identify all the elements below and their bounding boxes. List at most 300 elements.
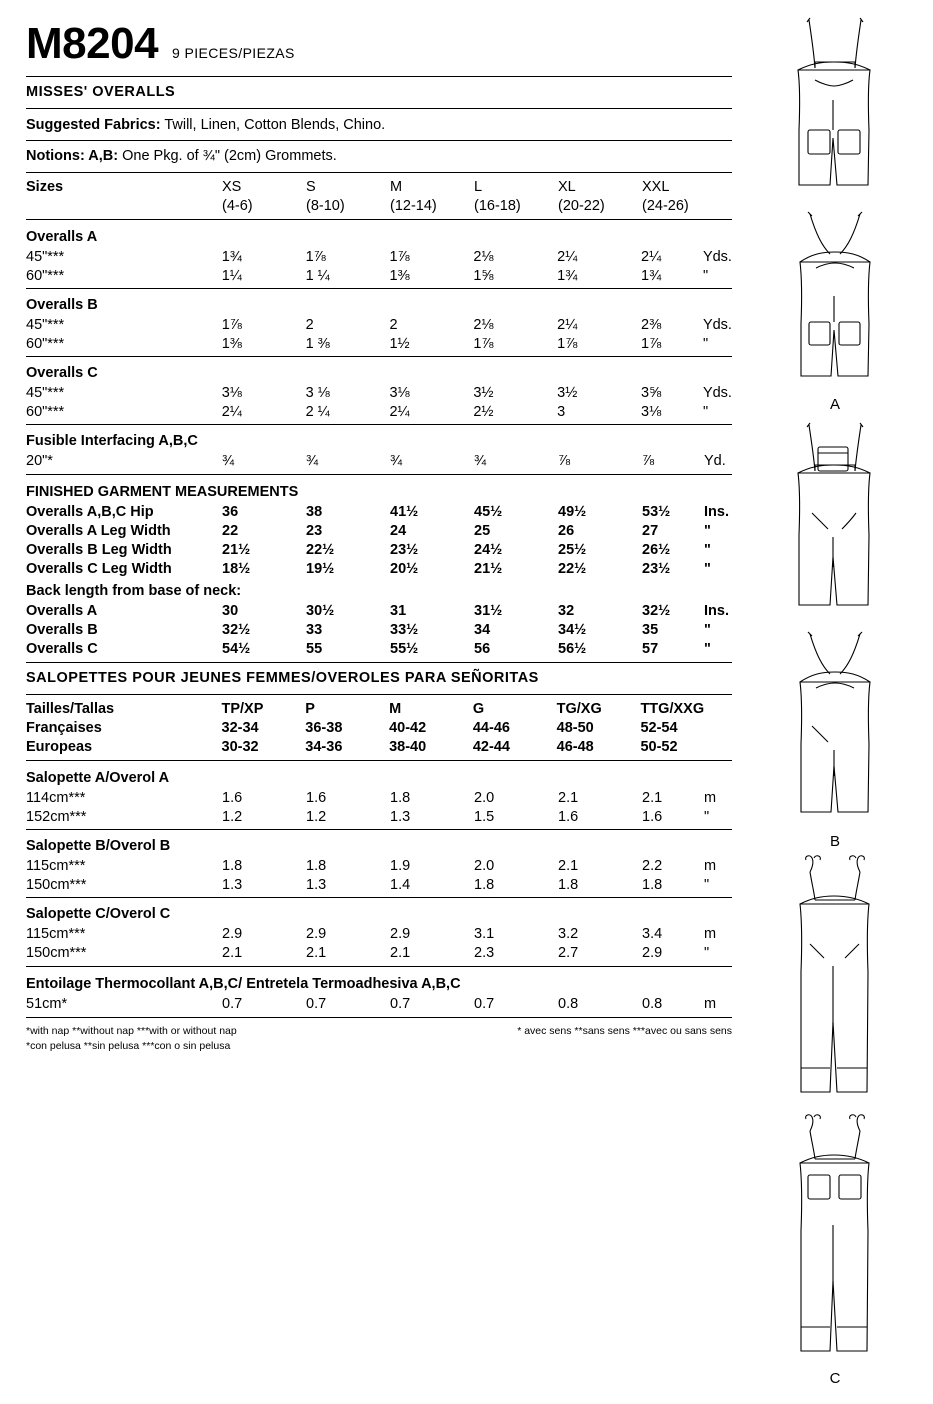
divider — [26, 219, 732, 220]
divider — [26, 1017, 732, 1018]
cell: 1.8 — [306, 857, 327, 874]
cell: 38 — [306, 503, 323, 520]
divider — [26, 662, 732, 663]
table-row — [26, 451, 732, 470]
cell: 2⅛ — [473, 316, 494, 333]
row-label: 115cm*** — [26, 857, 86, 874]
footnote-fr: * avec sens **sans sens ***avec ou sans sens — [517, 1025, 732, 1037]
cell: 25 — [474, 522, 491, 539]
footnotes-left — [26, 1024, 366, 1054]
cell: 2.7 — [558, 944, 579, 961]
cell: 1¼ — [221, 267, 242, 284]
overalls-b-front-drawing — [760, 417, 910, 622]
table-row — [26, 994, 732, 1013]
cell: 1⅜ — [221, 335, 242, 352]
divider — [26, 76, 732, 77]
cell: 3½ — [557, 384, 578, 401]
row-label: Overalls B Leg Width — [26, 541, 172, 558]
cell: 1.3 — [306, 876, 327, 893]
cell: 50-52 — [640, 738, 678, 755]
row-label: Overalls B — [26, 621, 98, 638]
row-label: Europeas — [26, 738, 93, 755]
cell: 1.8 — [474, 876, 495, 893]
cell: 36 — [222, 503, 239, 520]
group-title: Overalls A — [26, 229, 98, 245]
cell: 1.8 — [642, 876, 663, 893]
overalls-a-back-drawing — [760, 204, 910, 394]
yardage-table-english — [26, 177, 732, 215]
size-ttg-xxg: TTG/XXG — [640, 700, 705, 717]
divider — [26, 140, 732, 141]
size-xxl: XXL — [642, 178, 670, 195]
cell: 1.6 — [558, 808, 579, 825]
cell: 1.8 — [558, 876, 579, 893]
cell: 2.1 — [222, 944, 243, 961]
table-row-group-title — [26, 292, 732, 315]
unit: m — [704, 857, 717, 874]
cell: 2.1 — [390, 944, 411, 961]
table-row-group-title — [26, 971, 732, 994]
cell: 26 — [558, 522, 575, 539]
cell: 53½ — [642, 503, 671, 520]
table-row-group-title — [26, 428, 732, 451]
cell: 20½ — [390, 560, 419, 577]
cell: 2¼ — [389, 403, 410, 420]
overalls-c-back-drawing — [760, 1113, 910, 1368]
cell: 2 — [305, 316, 314, 333]
divider — [26, 760, 732, 761]
size-m: M — [389, 700, 402, 717]
cell: 2 ¼ — [305, 403, 330, 420]
cell: 2.0 — [474, 857, 495, 874]
table-row-group-title — [26, 833, 732, 856]
row-label: 60"*** — [26, 267, 65, 284]
unit-header — [704, 177, 732, 196]
overalls-b-back-drawing — [760, 626, 910, 831]
overalls-c-front-drawing — [760, 854, 910, 1109]
group-title: Fusible Interfacing A,B,C — [26, 433, 198, 449]
group-title: Overalls B — [26, 297, 98, 313]
cell: 1⅞ — [221, 316, 242, 333]
row-label: 152cm*** — [26, 808, 87, 825]
cell: 2.2 — [642, 857, 663, 874]
row-label: 150cm*** — [26, 944, 87, 961]
table-row — [26, 924, 732, 943]
cell: 34-36 — [305, 738, 343, 755]
size-range-xs: (4-6) — [222, 197, 253, 214]
group-title: Salopette B/Overol B — [26, 838, 171, 854]
cell: 0.7 — [474, 995, 495, 1012]
cell: 32 — [558, 602, 575, 619]
sizes-table-spanish — [26, 699, 732, 756]
cell: 3.4 — [642, 925, 663, 942]
yardage-group-salopette-c — [26, 901, 732, 962]
size-tg-xg: TG/XG — [556, 700, 602, 717]
cell: 56 — [474, 640, 491, 657]
row-label: Overalls A Leg Width — [26, 522, 171, 539]
cell: 3⅝ — [641, 384, 662, 401]
unit: " — [704, 621, 711, 638]
unit: " — [704, 640, 711, 657]
cell: 2¼ — [221, 403, 242, 420]
group-title: Overalls C — [26, 365, 98, 381]
table-row-subsection-title — [26, 578, 732, 601]
cell: ¾ — [222, 452, 235, 469]
cell: 24 — [390, 522, 407, 539]
notions — [26, 144, 732, 168]
cell: 3 ⅛ — [305, 384, 330, 401]
row-label: Overalls C Leg Width — [26, 560, 172, 577]
divider — [26, 172, 732, 173]
cell: 2¼ — [557, 316, 578, 333]
unit: " — [702, 403, 709, 420]
cell: 1½ — [389, 335, 410, 352]
illustration-label: A — [829, 396, 840, 413]
cell: 0.7 — [306, 995, 327, 1012]
cell: 42-44 — [472, 738, 510, 755]
size-range-m: (12-14) — [390, 197, 437, 214]
table-row-section-title — [26, 479, 732, 502]
cell: 35 — [642, 621, 659, 638]
cell: 2.9 — [222, 925, 243, 942]
row-label: 115cm*** — [26, 925, 86, 942]
unit: Yds. — [702, 384, 732, 401]
footnotes — [26, 1024, 732, 1054]
table-row — [26, 807, 732, 826]
size-l: L — [474, 178, 483, 195]
cell: 1⅞ — [389, 248, 410, 265]
cell: ¾ — [306, 452, 319, 469]
cell: 24½ — [474, 541, 503, 558]
cell: 32½ — [222, 621, 251, 638]
cell: 1.9 — [390, 857, 411, 874]
row-label: 60"*** — [26, 335, 65, 352]
group-title: Salopette A/Overol A — [26, 770, 170, 786]
unit: " — [704, 876, 710, 893]
cell: 1.8 — [222, 857, 243, 874]
row-label: 150cm*** — [26, 876, 87, 893]
cell: 19½ — [306, 560, 335, 577]
row-label: Overalls A,B,C Hip — [26, 503, 154, 520]
size-range-xl: (20-22) — [558, 197, 605, 214]
table-row-size-headers — [26, 699, 732, 718]
finished-measurements-table — [26, 479, 732, 658]
cell: 2.1 — [558, 789, 579, 806]
cell: 56½ — [558, 640, 587, 657]
footnote-es: *con pelusa **sin pelusa ***con o sin pelusa — [26, 1040, 231, 1053]
unit: m — [704, 925, 717, 942]
cell: 22 — [222, 522, 239, 539]
table-row — [26, 639, 732, 658]
size-xl: XL — [558, 178, 576, 195]
unit: Yds. — [702, 248, 732, 265]
cell: 18½ — [222, 560, 251, 577]
group-title: Entoilage Thermocollant A,B,C/ Entretela Termoadhesiva A,B,C — [26, 976, 461, 992]
cell: 1.2 — [222, 808, 243, 825]
cell: 45½ — [474, 503, 503, 520]
size-g: G — [472, 700, 485, 717]
cell: 2.1 — [558, 857, 579, 874]
cell: 54½ — [222, 640, 251, 657]
table-row — [26, 266, 732, 285]
yardage-group-salopette-b — [26, 833, 732, 894]
table-row — [26, 718, 732, 737]
cell: 22½ — [306, 541, 335, 558]
divider — [26, 356, 732, 357]
row-label: 45"*** — [26, 384, 65, 401]
notions-value: One Pkg. of ¾" (2cm) Grommets. — [118, 148, 337, 164]
sizes-label: Sizes — [26, 178, 64, 195]
cell: 41½ — [390, 503, 419, 520]
cell: 1.4 — [390, 876, 411, 893]
cell: 46-48 — [556, 738, 594, 755]
cell: 44-46 — [472, 719, 510, 736]
cell: 2.1 — [306, 944, 327, 961]
overalls-a-front-drawing — [760, 10, 910, 200]
row-label: 60"*** — [26, 403, 65, 420]
cell: ⅞ — [642, 452, 655, 469]
divider — [26, 474, 732, 475]
cell: 1⅜ — [389, 267, 410, 284]
illustration-label: B — [829, 833, 840, 850]
table-row-group-title — [26, 765, 732, 788]
table-row — [26, 788, 732, 807]
yardage-group-overalls-b — [26, 292, 732, 353]
cell: 0.7 — [222, 995, 243, 1012]
cell: 25½ — [558, 541, 587, 558]
cell: ¾ — [390, 452, 403, 469]
table-row-size-headers — [26, 177, 732, 196]
size-p: P — [305, 700, 315, 717]
table-row-group-title — [26, 360, 732, 383]
section-title: FINISHED GARMENT MEASUREMENTS — [26, 484, 299, 500]
cell: 31 — [390, 602, 407, 619]
pattern-number: M8204 — [26, 19, 159, 68]
table-row — [26, 601, 732, 620]
pieces-count: 9 PIECES/PIEZAS — [172, 45, 295, 61]
row-label: 114cm*** — [26, 789, 86, 806]
yardage-group-overalls-c — [26, 360, 732, 421]
cell: 1.6 — [222, 789, 243, 806]
group-title: Salopette C/Overol C — [26, 906, 171, 922]
size-range-s: (8-10) — [306, 197, 345, 214]
table-row-size-ranges — [26, 196, 732, 215]
divider — [26, 897, 732, 898]
unit: m — [704, 789, 717, 806]
cell: 1.8 — [390, 789, 411, 806]
unit: " — [704, 560, 711, 577]
unit: Yd. — [704, 452, 726, 469]
unit: Yds. — [702, 316, 732, 333]
cell: 1.6 — [642, 808, 663, 825]
cell: 1¾ — [641, 267, 662, 284]
size-s: S — [306, 178, 316, 195]
row-label: 20"* — [26, 452, 53, 469]
cell: 2.9 — [390, 925, 411, 942]
cell: 26½ — [642, 541, 671, 558]
size-range-xxl: (24-26) — [642, 197, 689, 214]
illustration-label: C — [829, 1370, 841, 1387]
cell: 1.3 — [222, 876, 243, 893]
yardage-group-entoilage — [26, 971, 732, 1013]
row-label: 45"*** — [26, 248, 65, 265]
cell: 2.0 — [474, 789, 495, 806]
cell: 0.8 — [558, 995, 579, 1012]
cell: 1 ¼ — [305, 267, 330, 284]
table-row — [26, 383, 732, 402]
cell: 2.9 — [642, 944, 663, 961]
cell: 2⅛ — [473, 248, 494, 265]
suggested-fabrics-value: Twill, Linen, Cotton Blends, Chino. — [160, 117, 386, 133]
yardage-group-salopette-a — [26, 765, 732, 826]
cell: 40-42 — [389, 719, 427, 736]
footnote-en: *with nap **without nap ***with or without nap — [26, 1025, 237, 1037]
table-row — [26, 875, 732, 894]
cell: 34½ — [558, 621, 587, 638]
cell: 1.3 — [390, 808, 411, 825]
header — [26, 19, 732, 68]
cell: 1.6 — [306, 789, 327, 806]
sizes-label: Tailles/Tallas — [26, 700, 115, 717]
illustration-a-back — [747, 204, 923, 413]
unit: " — [704, 541, 711, 558]
cell: 1¾ — [557, 267, 578, 284]
table-row — [26, 856, 732, 875]
row-label: 51cm* — [26, 995, 68, 1012]
table-row — [26, 315, 732, 334]
cell: 3⅛ — [641, 403, 662, 420]
unit: Ins. — [704, 602, 729, 619]
row-label: Overalls A — [26, 602, 98, 619]
cell: 23 — [306, 522, 323, 539]
cell: 21½ — [474, 560, 503, 577]
cell: 1⅞ — [641, 335, 662, 352]
cell: 27 — [642, 522, 659, 539]
illustration-c-back — [747, 1113, 923, 1387]
spanish-section-title: SALOPETTES POUR JEUNES FEMMES/OVEROLES PARA SEÑORITAS — [26, 670, 539, 686]
illustration-c-front — [747, 854, 923, 1109]
cell: 1⅞ — [557, 335, 578, 352]
cell: 2 — [389, 316, 398, 333]
cell: 36-38 — [305, 719, 343, 736]
row-label: 45"*** — [26, 316, 65, 333]
back-length-title: Back length from base of neck: — [26, 583, 242, 599]
cell: 55½ — [390, 640, 419, 657]
illustration-a-front — [747, 10, 923, 200]
divider — [26, 694, 732, 695]
cell: 2.3 — [474, 944, 495, 961]
row-label: Françaises — [26, 719, 102, 736]
cell: 33 — [306, 621, 323, 638]
cell: 1⅞ — [305, 248, 326, 265]
cell: 22½ — [558, 560, 587, 577]
divider — [26, 288, 732, 289]
cell: 0.7 — [390, 995, 411, 1012]
cell: 1.2 — [306, 808, 327, 825]
cell: 3 — [557, 403, 566, 420]
size-range-l: (16-18) — [474, 197, 521, 214]
divider — [26, 829, 732, 830]
illustration-b-back — [747, 626, 923, 850]
cell: ¾ — [474, 452, 487, 469]
cell: 32½ — [642, 602, 671, 619]
cell: 0.8 — [642, 995, 663, 1012]
footnotes-right — [517, 1024, 732, 1054]
size-xs: XS — [222, 178, 242, 195]
cell: 2¼ — [557, 248, 578, 265]
unit: m — [704, 995, 717, 1012]
cell: 52-54 — [640, 719, 678, 736]
table-row — [26, 502, 732, 521]
cell: 2⅜ — [641, 316, 662, 333]
cell: 21½ — [222, 541, 251, 558]
cell: 49½ — [558, 503, 587, 520]
divider — [26, 424, 732, 425]
cell: 30-32 — [221, 738, 259, 755]
divider — [26, 966, 732, 967]
cell: ⅞ — [558, 452, 571, 469]
yardage-group-overalls-a — [26, 224, 732, 285]
table-row — [26, 737, 732, 756]
divider — [26, 108, 732, 109]
yardage-group-interfacing — [26, 428, 732, 470]
cell: 32-34 — [221, 719, 259, 736]
table-row — [26, 620, 732, 639]
unit: Ins. — [704, 503, 729, 520]
table-row-group-title — [26, 901, 732, 924]
table-row — [26, 943, 732, 962]
table-row — [26, 559, 732, 578]
cell: 23½ — [390, 541, 419, 558]
size-m: M — [390, 178, 403, 195]
illustration-b-front — [747, 417, 923, 622]
cell: 3.2 — [558, 925, 579, 942]
cell: 3½ — [473, 384, 494, 401]
unit: " — [704, 522, 711, 539]
cell: 2½ — [473, 403, 494, 420]
cell: 1¾ — [221, 248, 242, 265]
suggested-fabrics — [26, 113, 732, 137]
cell: 3⅛ — [221, 384, 242, 401]
cell: 1⅞ — [473, 335, 494, 352]
garment-title: MISSES' OVERALLS — [26, 84, 176, 100]
cell: 38-40 — [389, 738, 427, 755]
cell: 34 — [474, 621, 491, 638]
cell: 1 ⅜ — [305, 335, 330, 352]
suggested-fabrics-label: Suggested Fabrics: — [26, 117, 161, 133]
cell: 30½ — [306, 602, 335, 619]
cell: 33½ — [390, 621, 419, 638]
table-row — [26, 540, 732, 559]
illustrations-column — [747, 10, 923, 1391]
unit: " — [702, 335, 709, 352]
cell: 48-50 — [556, 719, 594, 736]
cell: 1.5 — [474, 808, 495, 825]
cell: 30 — [222, 602, 239, 619]
cell: 3.1 — [474, 925, 495, 942]
table-row — [26, 521, 732, 540]
size-tp-xp: TP/XP — [221, 700, 264, 717]
cell: 2.9 — [306, 925, 327, 942]
cell: 3⅛ — [389, 384, 410, 401]
table-row — [26, 334, 732, 353]
table-row — [26, 402, 732, 421]
notions-label: Notions: A,B: — [26, 148, 119, 164]
table-row-group-title — [26, 224, 732, 247]
cell: 1⅝ — [473, 267, 494, 284]
cell: 31½ — [474, 602, 503, 619]
cell: 2.1 — [642, 789, 663, 806]
